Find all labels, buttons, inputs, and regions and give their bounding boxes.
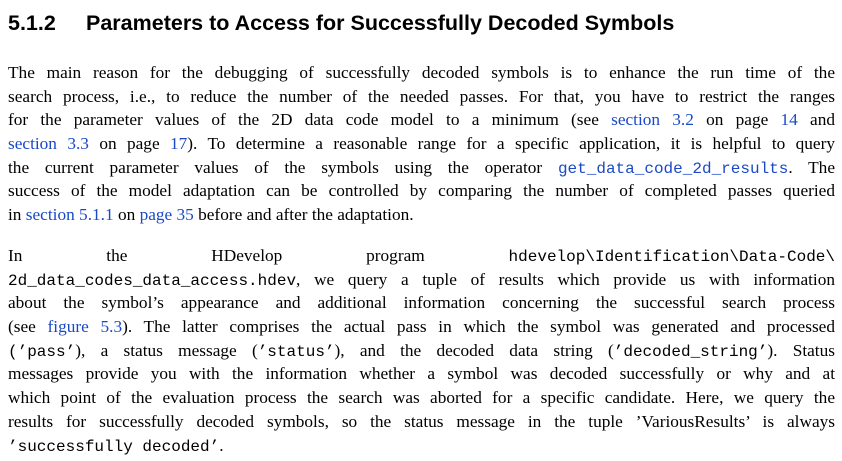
text-run: . <box>219 435 224 455</box>
paragraph-2-line-7: which point of the evaluation process the search was aborted for a specific candidate. Here, we query the <box>8 388 835 408</box>
paragraph-1-line-1: The main reason for the debugging of successfully decoded symbols is to enhance the run time of the <box>8 63 835 82</box>
text-run: . The <box>788 157 835 177</box>
paragraph-2-line-1 <box>8 244 835 268</box>
paragraph-1-line-3 <box>8 108 835 132</box>
pass-param: (’pass’ <box>8 342 76 361</box>
section-3-3-link[interactable]: section 3.3 <box>8 134 89 154</box>
paragraph-2-line-4 <box>8 315 835 339</box>
text-run: ). The latter comprises the actual pass in which the symbol was generated and processed <box>122 317 835 337</box>
paragraph-1 <box>8 61 835 227</box>
word: the <box>106 246 128 265</box>
text-run: ). Status <box>767 340 835 360</box>
section-heading <box>8 0 835 48</box>
text-run: on <box>117 205 136 225</box>
paragraph-2-line-8: results for successfully decoded symbols, so the status message in the tuple ’VariousResults’ is always <box>8 411 835 431</box>
paragraph-1-line-6: success of the model adaptation can be controlled by comparing the number of completed passes queried <box>8 181 835 201</box>
document-page <box>8 0 835 456</box>
text-run: and <box>810 110 835 130</box>
page-14-link[interactable]: 14 <box>780 110 798 130</box>
status-value: ’successfully decoded’ <box>8 437 220 456</box>
section-3-2-link[interactable]: section 3.2 <box>611 110 694 130</box>
text-run: for the parameter values of the 2D data code model to a minimum (see <box>8 110 599 130</box>
page-35-link[interactable]: page 35 <box>139 205 194 225</box>
text-run: on page <box>706 110 769 130</box>
status-param: ’status’ <box>257 342 335 361</box>
text-run: on page <box>99 134 160 154</box>
operator-link[interactable]: get_data_code_2d_results <box>557 159 789 178</box>
figure-5-3-link[interactable]: figure 5.3 <box>47 317 123 337</box>
text-run: ), and the decoded data string ( <box>334 340 614 360</box>
paragraph-1-line-5 <box>8 156 835 180</box>
paragraph-2-line-6: messages provide you with the information whether a symbol was decoded successfully or why and at <box>8 364 835 384</box>
text-run: in <box>8 205 22 225</box>
paragraph-2-line-2 <box>8 268 835 292</box>
paragraph-2 <box>8 244 835 457</box>
program-path: hdevelop\Identification\Data-Code\ <box>508 248 835 266</box>
word: In <box>8 246 23 265</box>
word: HDevelop <box>211 246 283 265</box>
program-file: 2d_data_codes_data_access.hdev <box>8 271 297 290</box>
text-run: the current parameter values of the symbols using the operator <box>8 157 543 177</box>
paragraph-1-line-2: search process, i.e., to reduce the number of the needed passes. For that, you have to restrict the ranges <box>8 86 835 106</box>
paragraph-2-line-5 <box>8 339 835 363</box>
paragraph-1-line-7 <box>8 203 835 227</box>
text-run: , we query a tuple of results which provide us with information <box>296 269 835 289</box>
paragraph-2-line-3: about the symbol’s appearance and additional information concerning the successful search process <box>8 293 835 313</box>
page-17-link[interactable]: 17 <box>170 134 188 154</box>
decoded-string-param: ’decoded_string’ <box>613 342 768 361</box>
section-title: Parameters to Access for Successfully Decoded Symbols <box>86 11 675 35</box>
word: program <box>366 246 425 265</box>
paragraph-1-line-4 <box>8 132 835 156</box>
text-run: before and after the adaptation. <box>198 205 414 225</box>
text-run: (see <box>8 317 36 337</box>
section-5-1-1-link[interactable]: section 5.1.1 <box>25 205 114 225</box>
text-run: ), a status message ( <box>75 340 258 360</box>
section-number: 5.1.2 <box>8 11 56 35</box>
paragraph-2-line-9 <box>8 434 835 458</box>
text-run: ). To determine a reasonable range for a specific application, it is helpful to query <box>187 134 835 154</box>
